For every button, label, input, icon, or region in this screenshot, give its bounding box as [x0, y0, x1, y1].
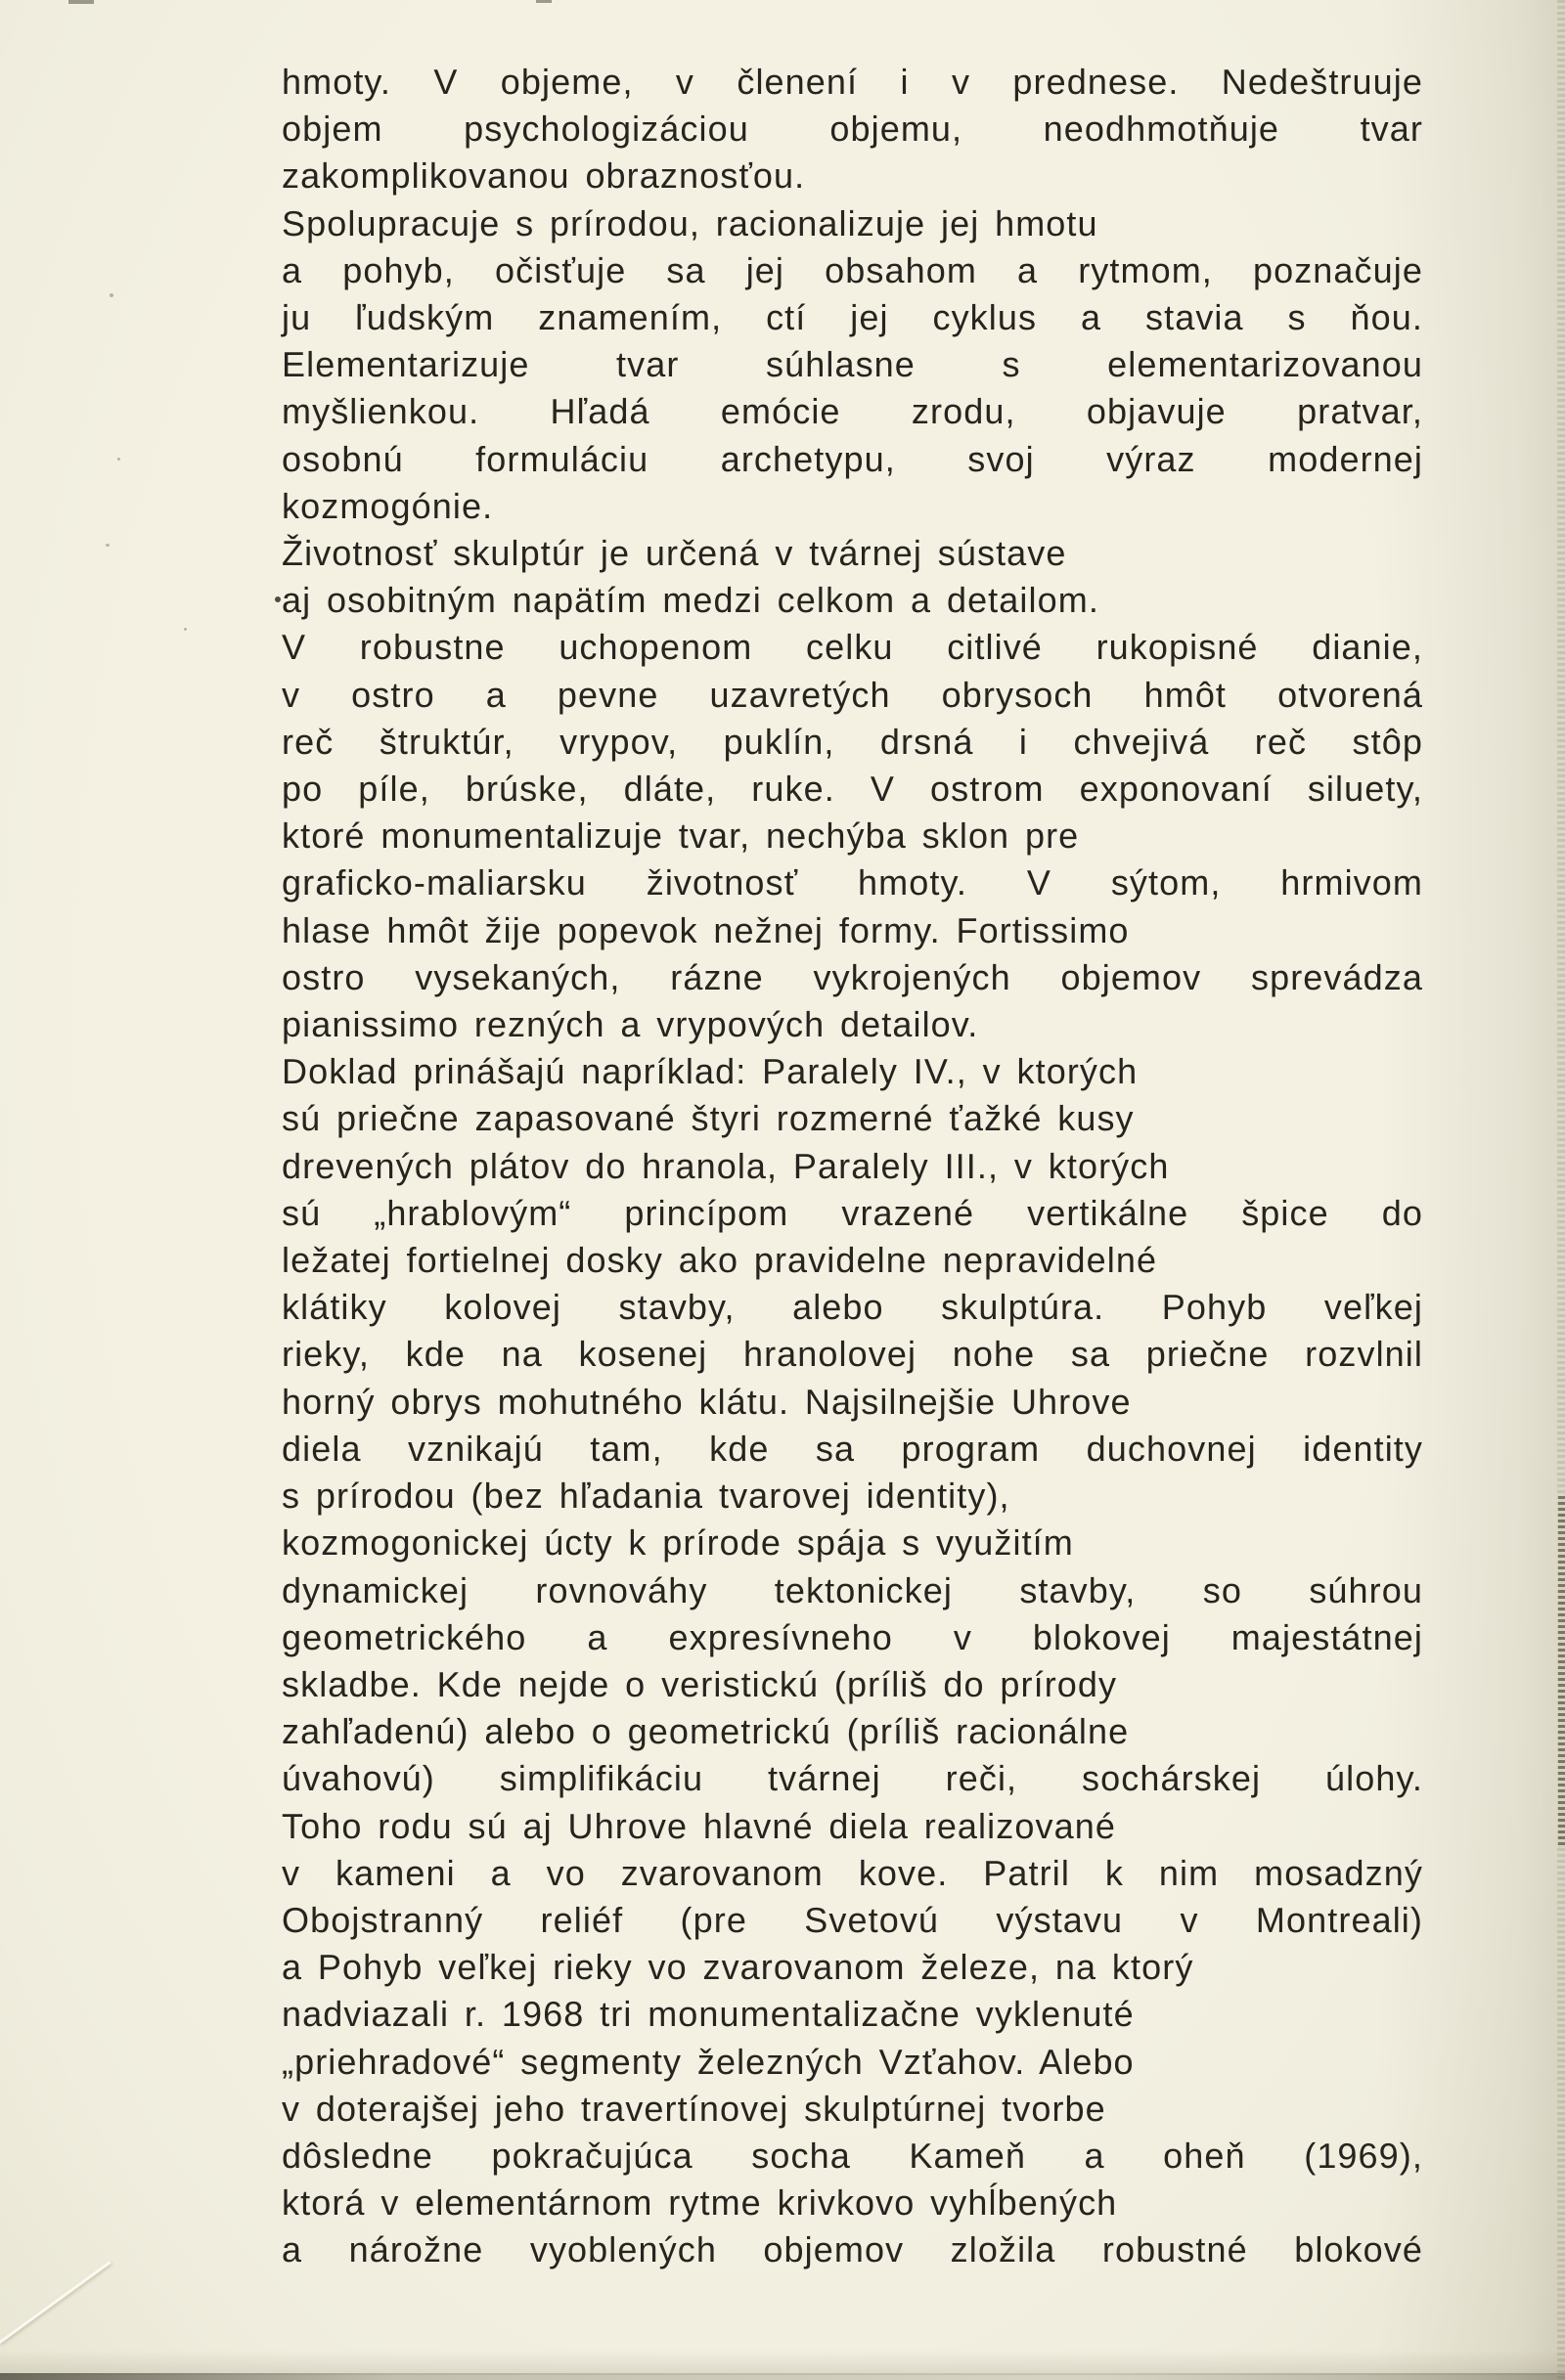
text-line: ktorá v elementárnom rytme krivkovo vyhĺbených	[282, 2182, 1118, 2224]
paper-crease	[0, 2261, 112, 2344]
text-line: objem psychologizáciou objemu, neodhmotňuje tvar	[282, 109, 1423, 150]
text-line: a nárožne vyoblených objemov zložila robustné blokové	[282, 2229, 1423, 2270]
text-line: dynamickej rovnováhy tektonickej stavby, so súhrou	[282, 1569, 1423, 1610]
text-line: „priehradové“ segmenty železných Vzťahov. Alebo	[282, 2041, 1135, 2082]
text-line: nadviazali r. 1968 tri monumentalizačne vyklenuté	[282, 1994, 1135, 2035]
text-line: v kameni a vo zvarovanom kove. Patril k nim mosadzný	[282, 1852, 1423, 1893]
text-line: aj osobitným napätím medzi celkom a detailom.	[282, 580, 1099, 621]
text-line: geometrického a expresívneho v blokovej majestátnej	[282, 1616, 1423, 1657]
text-line: sú „hrablovým“ princípom vrazené vertikálne špice do	[282, 1192, 1423, 1233]
text-line: diela vznikajú tam, kde sa program duchovnej identity	[282, 1428, 1423, 1469]
text-line: kozmogónie.	[282, 485, 494, 526]
text-line: s prírodou (bez hľadania tvarovej identity),	[282, 1476, 1010, 1517]
paper-speck	[184, 628, 187, 631]
text-line: a Pohyb veľkej rieky vo zvarovanom železe, na ktorý	[282, 1947, 1194, 1988]
text-line: myšlienkou. Hľadá emócie zrodu, objavuje pratvar,	[282, 391, 1423, 432]
text-line: osobnú formuláciu archetypu, svoj výraz modernej	[282, 438, 1423, 479]
text-line: Toho rodu sú aj Uhrove hlavné diela realizované	[282, 1805, 1116, 1846]
text-line: úvahovú) simplifikáciu tvárnej reči, sochárskej úlohy.	[282, 1758, 1423, 1799]
paper-speck	[110, 293, 113, 297]
text-line: reč štruktúr, vrypov, puklín, drsná i chvejivá reč stôp	[282, 721, 1423, 762]
page-edge-bottom	[0, 2373, 1565, 2380]
text-line: graficko-maliarsku životnosť hmoty. V sýtom, hrmivom	[282, 862, 1423, 904]
text-line: a pohyb, očisťuje sa jej obsahom a rytmom, poznačuje	[282, 249, 1423, 290]
text-line: horný obrys mohutného klátu. Najsilnejšie Uhrove	[282, 1381, 1132, 1422]
text-line: pianissimo rezných a vrypových detailov.	[282, 1004, 979, 1045]
text-line: skladbe. Kde nejde o veristickú (príliš do prírody	[282, 1663, 1118, 1704]
page-edge-right-dark-segment	[1558, 1496, 1565, 1848]
text-line: hlase hmôt žije popevok nežnej formy. Fortissimo	[282, 909, 1130, 950]
scan-edge-mark	[68, 0, 94, 4]
text-line: dôsledne pokračujúca socha Kameň a oheň (1969),	[282, 2135, 1423, 2176]
text-line: drevených plátov do hranola, Paralely III., v ktorých	[282, 1145, 1170, 1186]
text-line: Obojstranný reliéf (pre Svetovú výstavu v Montreali)	[282, 1899, 1423, 1940]
ink-dot-artifact	[275, 596, 281, 602]
text-line: klátiky kolovej stavby, alebo skulptúra. Pohyb veľkej	[282, 1287, 1423, 1328]
text-line: Životnosť skulptúr je určená v tvárnej sústave	[282, 533, 1067, 574]
text-line: ju ľudským znamením, ctí jej cyklus a stavia s ňou.	[282, 297, 1423, 338]
body-text-block	[282, 59, 1423, 2274]
text-line: v ostro a pevne uzavretých obrysoch hmôt otvorená	[282, 674, 1423, 715]
text-line: rieky, kde na kosenej hranolovej nohe sa priečne rozvlnil	[282, 1334, 1423, 1375]
paper-speck	[117, 458, 120, 461]
text-line: ktoré monumentalizuje tvar, nechýba sklon pre	[282, 815, 1080, 857]
text-line: ostro vysekaných, rázne vykrojených objemov sprevádza	[282, 956, 1423, 997]
page-bottom-shadow	[0, 2350, 1565, 2375]
text-line: ležatej fortielnej dosky ako pravidelne nepravidelné	[282, 1240, 1158, 1281]
text-line: Spolupracuje s prírodou, racionalizuje jej hmotu	[282, 202, 1098, 243]
text-line: hmoty. V objeme, v členení i v prednese. Nedeštruuje	[282, 62, 1423, 102]
text-line: Elementarizuje tvar súhlasne s elementarizovanou	[282, 344, 1423, 385]
text-line: sú priečne zapasované štyri rozmerné ťažké kusy	[282, 1098, 1135, 1139]
text-line: Doklad prinášajú napríklad: Paralely IV., v ktorých	[282, 1051, 1139, 1092]
text-line: zakomplikovanou obraznosťou.	[282, 155, 806, 197]
paper-speck	[106, 544, 110, 547]
text-line: po píle, brúske, dláte, ruke. V ostrom exponovaní siluety,	[282, 769, 1423, 810]
text-line: V robustne uchopenom celku citlivé rukopisné dianie,	[282, 627, 1423, 668]
scan-edge-mark	[536, 0, 552, 3]
text-line: v doterajšej jeho travertínovej skulptúrnej tvorbe	[282, 2088, 1106, 2129]
text-line: zahľadenú) alebo o geometrickú (príliš racionálne	[282, 1711, 1130, 1752]
page-edge-right-texture	[1557, 0, 1565, 2380]
text-line: kozmogonickej úcty k prírode spája s využitím	[282, 1522, 1074, 1564]
